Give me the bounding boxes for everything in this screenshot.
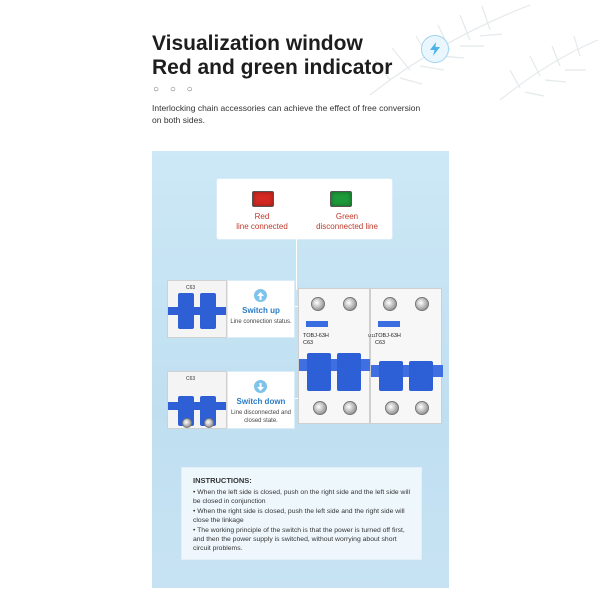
title-line-2: Red and green indicator xyxy=(152,56,393,79)
model-right-rating: C63 xyxy=(375,340,386,346)
thumb-down-label: C63 xyxy=(186,376,196,382)
breaker-module-right xyxy=(370,288,442,424)
breaker-screw-bottom-right-2 xyxy=(415,401,429,415)
breaker-screw-bottom-left-1 xyxy=(313,401,327,415)
breaker-model-right xyxy=(375,333,401,347)
red-label-line-1: Red xyxy=(254,212,270,221)
switch-up-thumbnail xyxy=(167,280,227,338)
lightning-bolt-icon xyxy=(421,35,449,63)
switch-down-title: Switch down xyxy=(236,397,286,406)
arrow-up-icon xyxy=(254,289,267,302)
model-left-rating: C63 xyxy=(303,340,314,346)
instruction-item: • When the left side is closed, push on the right side and the left side will be closed in conjunction xyxy=(193,489,410,506)
breaker-screw-bottom-left-2 xyxy=(343,401,357,415)
breaker-screw-top-right-2 xyxy=(415,297,429,311)
green-label-line-1: Green xyxy=(335,212,359,221)
leader-line-vertical xyxy=(296,238,297,290)
red-indicator-label xyxy=(217,212,307,232)
green-indicator-label xyxy=(302,212,392,232)
switch-down-desc: Line disconnected and closed state. xyxy=(230,410,292,424)
green-indicator-lamp xyxy=(330,191,352,207)
thumb-up-lever-right xyxy=(200,293,216,329)
indicator-card xyxy=(216,178,393,240)
switch-down-card xyxy=(227,371,295,429)
model-left-name: TOBJ-63H xyxy=(303,333,329,339)
decorative-dots: ○ ○ ○ xyxy=(153,84,197,95)
breaker-screw-top-right-1 xyxy=(383,297,397,311)
lever-right-2 xyxy=(409,361,433,391)
switch-up-desc: Line connection status. xyxy=(230,319,292,325)
instructions-title: INSTRUCTIONS: xyxy=(193,476,252,485)
instructions-box xyxy=(181,467,422,560)
instruction-item: • The working principle of the switch is that the power is turned off first, and then the power supply is switched, without worrying about short circuit problems. xyxy=(193,526,405,553)
breaker-module-left xyxy=(298,288,370,424)
breaker-right-mark: U11 xyxy=(368,333,376,338)
model-right-name: TOBJ-63H xyxy=(375,333,401,339)
breaker-screw-bottom-right-1 xyxy=(385,401,399,415)
lever-left-1 xyxy=(307,353,331,391)
thumb-up-base xyxy=(168,307,226,315)
breaker-screw-top-left-2 xyxy=(343,297,357,311)
breaker-screw-top-left-1 xyxy=(311,297,325,311)
lever-right-1 xyxy=(379,361,403,391)
thumb-up-lever-left xyxy=(178,293,194,329)
breaker-model-left xyxy=(303,333,329,347)
thumb-up-label: C63 xyxy=(186,285,196,291)
dual-circuit-breaker xyxy=(298,288,442,424)
page-title xyxy=(152,32,392,80)
thumb-down-screw-right xyxy=(204,418,214,428)
brand-tag-right xyxy=(378,321,400,327)
switch-down-thumbnail xyxy=(167,371,227,429)
title-line-1: Visualization window xyxy=(152,32,363,55)
red-indicator-lamp xyxy=(252,191,274,207)
lever-left-2 xyxy=(337,353,361,391)
arrow-down-icon xyxy=(254,380,267,393)
thumb-down-screw-left xyxy=(182,418,192,428)
thumb-down-base xyxy=(168,402,226,410)
red-label-line-2: line connected xyxy=(236,222,288,231)
switch-up-title: Switch up xyxy=(242,306,280,315)
green-label-line-2: disconnected line xyxy=(316,222,378,231)
switch-up-card xyxy=(227,280,295,338)
instruction-item: • When the right side is closed, push the left side and the right side will close the linkage xyxy=(193,507,405,525)
brand-tag-left xyxy=(306,321,328,327)
instructions-list xyxy=(193,488,415,554)
subtitle-text: Interlocking chain accessories can achieve the effect of free conversion on both sides. xyxy=(152,103,421,125)
